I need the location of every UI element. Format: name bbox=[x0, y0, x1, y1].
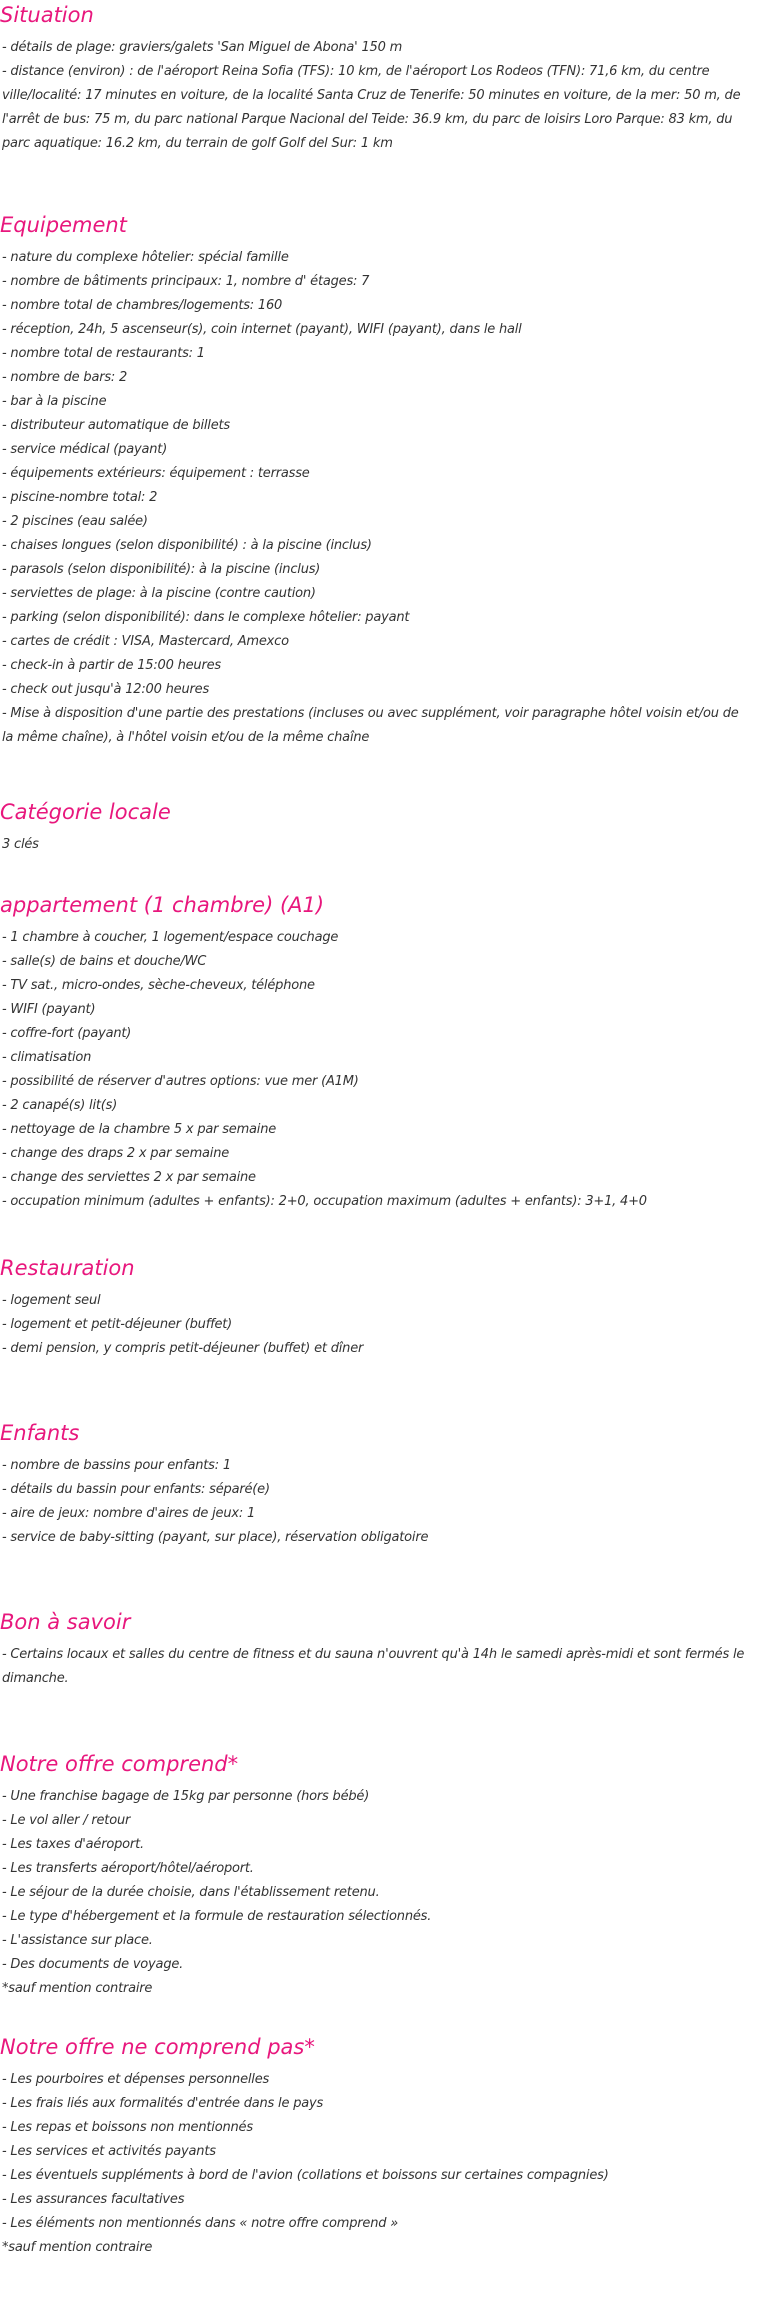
section-body bbox=[0, 2068, 745, 2260]
section-line: - Les éventuels suppléments à bord de l'avion (collations et boissons sur certaines compagnies) bbox=[2, 2168, 609, 2183]
section-line: - check-in à partir de 15:00 heures bbox=[2, 658, 221, 673]
section-line: - 2 piscines (eau salée) bbox=[2, 514, 148, 529]
section-line: - Les repas et boissons non mentionnés bbox=[2, 2120, 253, 2135]
section-line: - Le vol aller / retour bbox=[2, 1813, 131, 1828]
section-line: 3 clés bbox=[2, 837, 39, 852]
section-line: - coffre-fort (payant) bbox=[2, 1026, 132, 1041]
section-line: - Les taxes d'aéroport. bbox=[2, 1837, 144, 1852]
section-body bbox=[0, 246, 745, 750]
section-title: Bon à savoir bbox=[0, 1610, 131, 1634]
section-title: Notre offre comprend* bbox=[0, 1752, 239, 1776]
section-line: *sauf mention contraire bbox=[2, 1981, 153, 1996]
section-line: - possibilité de réserver d'autres options: vue mer (A1M) bbox=[2, 1074, 359, 1089]
section-line: - Une franchise bagage de 15kg par personne (hors bébé) bbox=[2, 1789, 370, 1804]
section-line: - logement seul bbox=[2, 1293, 101, 1308]
section-body bbox=[0, 1289, 745, 1361]
section-title: Notre offre ne comprend pas* bbox=[0, 2035, 315, 2059]
section-line: *sauf mention contraire bbox=[2, 2240, 153, 2255]
section-line: - change des draps 2 x par semaine bbox=[2, 1146, 230, 1161]
section-line: - Des documents de voyage. bbox=[2, 1957, 184, 1972]
section-line: - aire de jeux: nombre d'aires de jeux: 1 bbox=[2, 1506, 256, 1521]
section-line: - Les frais liés aux formalités d'entrée dans le pays bbox=[2, 2096, 324, 2111]
section-body bbox=[0, 1454, 745, 1550]
section-line: - nombre total de chambres/logements: 160 bbox=[2, 298, 283, 313]
section-line: - service de baby-sitting (payant, sur place), réservation obligatoire bbox=[2, 1530, 429, 1545]
section-categorie-locale bbox=[0, 797, 745, 857]
section-line: - Le type d'hébergement et la formule de restauration sélectionnés. bbox=[2, 1909, 432, 1924]
section-situation bbox=[0, 0, 745, 156]
section-equipement bbox=[0, 210, 745, 750]
section-line: - salle(s) de bains et douche/WC bbox=[2, 954, 207, 969]
section-line: - Les transferts aéroport/hôtel/aéroport. bbox=[2, 1861, 254, 1876]
section-title: Equipement bbox=[0, 213, 127, 237]
section-line: - serviettes de plage: à la piscine (contre caution) bbox=[2, 586, 316, 601]
section-line: - détails du bassin pour enfants: séparé(e) bbox=[2, 1482, 270, 1497]
section-bon-a-savoir bbox=[0, 1607, 745, 1691]
section-line: - nombre de bâtiments principaux: 1, nombre d' étages: 7 bbox=[2, 274, 370, 289]
section-line: - piscine-nombre total: 2 bbox=[2, 490, 158, 505]
section-line: - Certains locaux et salles du centre de fitness et du sauna n'ouvrent qu'à 14h le samedi après-midi et sont fermés le dimanche. bbox=[2, 1647, 745, 1686]
section-line: - WIFI (payant) bbox=[2, 1002, 96, 1017]
section-restauration bbox=[0, 1253, 745, 1361]
section-line: - nombre total de restaurants: 1 bbox=[2, 346, 205, 361]
section-line: - distributeur automatique de billets bbox=[2, 418, 230, 433]
section-body bbox=[0, 926, 745, 1214]
section-line: - Le séjour de la durée choisie, dans l'établissement retenu. bbox=[2, 1885, 380, 1900]
section-line: - chaises longues (selon disponibilité) : à la piscine (inclus) bbox=[2, 538, 372, 553]
section-line: - nombre de bars: 2 bbox=[2, 370, 128, 385]
section-line: - cartes de crédit : VISA, Mastercard, Amexco bbox=[2, 634, 289, 649]
section-offre-comprend bbox=[0, 1749, 745, 2001]
section-line: - nature du complexe hôtelier: spécial famille bbox=[2, 250, 289, 265]
section-line: - Mise à disposition d'une partie des prestations (incluses ou avec supplément, voir paragraphe hôtel voisin et/ou de la même chaîne), à l'hôtel voisin et/ou de la même chaîne bbox=[2, 706, 739, 745]
section-line: - check out jusqu'à 12:00 heures bbox=[2, 682, 210, 697]
section-line: - réception, 24h, 5 ascenseur(s), coin internet (payant), WIFI (payant), dans le hall bbox=[2, 322, 522, 337]
section-body bbox=[0, 36, 745, 156]
section-line: - bar à la piscine bbox=[2, 394, 107, 409]
section-line: - 1 chambre à coucher, 1 logement/espace couchage bbox=[2, 930, 339, 945]
section-line: - climatisation bbox=[2, 1050, 92, 1065]
section-line: - occupation minimum (adultes + enfants): 2+0, occupation maximum (adultes + enfants): 3+1, 4+0 bbox=[2, 1194, 647, 1209]
section-enfants bbox=[0, 1418, 745, 1550]
section-title: Catégorie locale bbox=[0, 800, 171, 824]
section-appartement bbox=[0, 890, 745, 1214]
section-line: - Les éléments non mentionnés dans « notre offre comprend » bbox=[2, 2216, 399, 2231]
section-line: - demi pension, y compris petit-déjeuner (buffet) et dîner bbox=[2, 1341, 364, 1356]
section-line: - service médical (payant) bbox=[2, 442, 168, 457]
section-title: Restauration bbox=[0, 1256, 135, 1280]
section-line: - nettoyage de la chambre 5 x par semaine bbox=[2, 1122, 277, 1137]
section-line: - nombre de bassins pour enfants: 1 bbox=[2, 1458, 231, 1473]
section-line: - parking (selon disponibilité): dans le complexe hôtelier: payant bbox=[2, 610, 410, 625]
section-title: Enfants bbox=[0, 1421, 80, 1445]
section-line: - détails de plage: graviers/galets 'San Miguel de Abona' 150 m bbox=[2, 40, 403, 55]
section-line: - L'assistance sur place. bbox=[2, 1933, 153, 1948]
section-title: appartement (1 chambre) (A1) bbox=[0, 893, 325, 917]
section-line: - Les services et activités payants bbox=[2, 2144, 216, 2159]
section-body bbox=[0, 833, 745, 857]
section-line: - parasols (selon disponibilité): à la piscine (inclus) bbox=[2, 562, 321, 577]
section-title: Situation bbox=[0, 3, 94, 27]
section-line: - logement et petit-déjeuner (buffet) bbox=[2, 1317, 233, 1332]
section-line: - TV sat., micro-ondes, sèche-cheveux, téléphone bbox=[2, 978, 315, 993]
section-body bbox=[0, 1785, 745, 2001]
section-line: - équipements extérieurs: équipement : terrasse bbox=[2, 466, 310, 481]
section-line: - distance (environ) : de l'aéroport Reina Sofia (TFS): 10 km, de l'aéroport Los Rodeos (TFN): 71,6 km, du centre ville/localité: 17 minutes en voiture, de la localité Santa Cruz de Tenerife: 50 minutes en voiture, de la mer: 50 m, de l'arrêt de bus: 75 m, du parc national Parque Nacional del Teide: 36.9 km, du parc de loisirs Loro Parque: 83 km, du parc aquatique: 16.2 km, du terrain de golf Golf del Sur: 1 km bbox=[2, 64, 741, 151]
section-line: - change des serviettes 2 x par semaine bbox=[2, 1170, 256, 1185]
section-line: - 2 canapé(s) lit(s) bbox=[2, 1098, 118, 1113]
section-line: - Les pourboires et dépenses personnelles bbox=[2, 2072, 270, 2087]
section-offre-ne-comprend-pas bbox=[0, 2032, 745, 2260]
section-line: - Les assurances facultatives bbox=[2, 2192, 185, 2207]
section-body bbox=[0, 1643, 745, 1691]
